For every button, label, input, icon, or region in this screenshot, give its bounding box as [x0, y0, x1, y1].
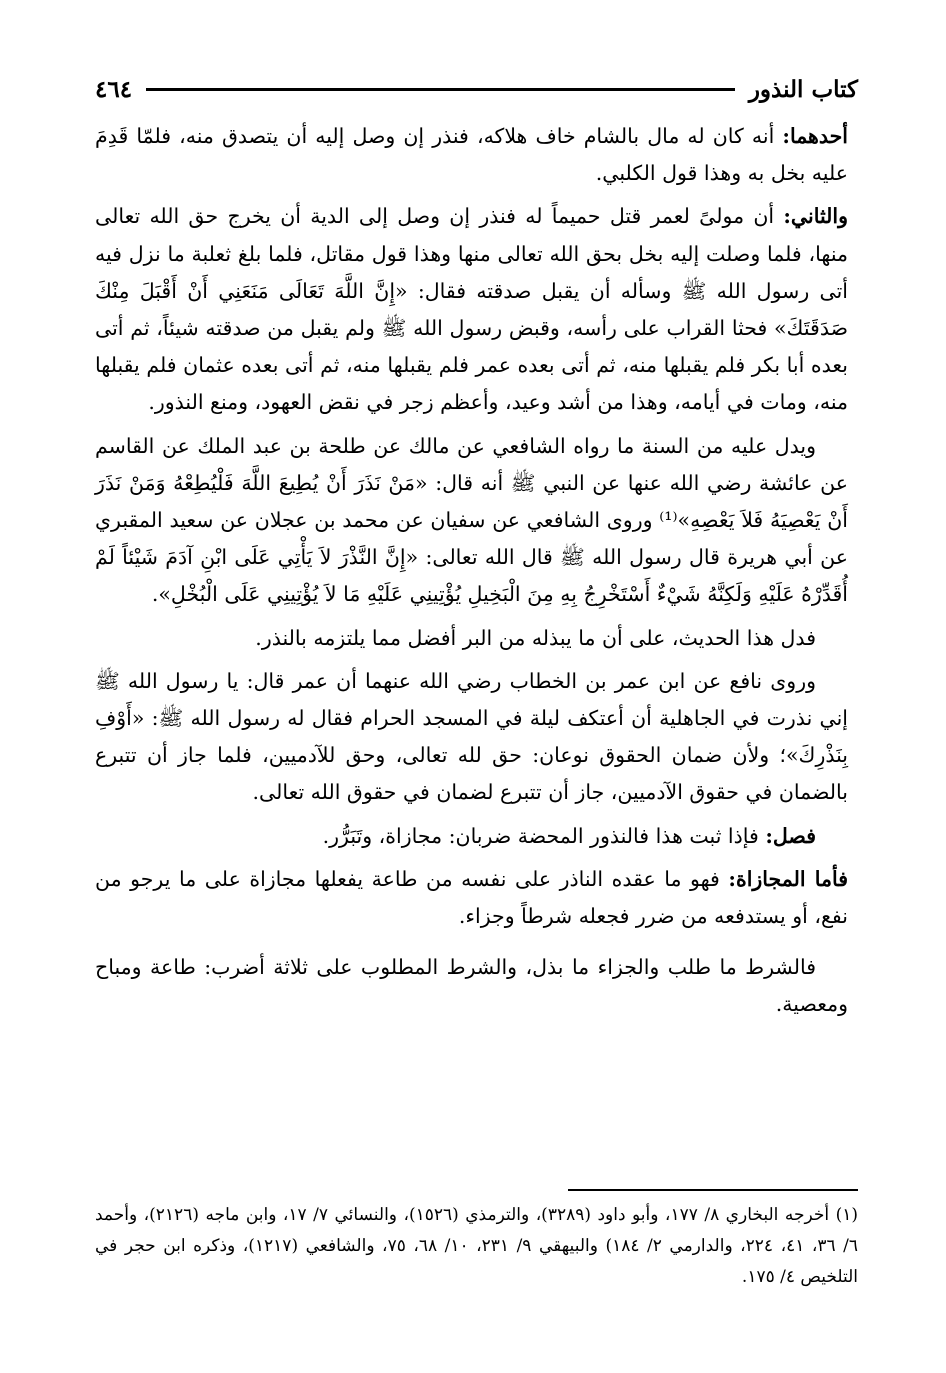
page-number: ٤٦٤	[95, 75, 133, 103]
paragraph-text: أنه كان له مال بالشام خاف هلاكه، فنذر إن وصل إليه أن يتصدق منه، فلمّا قَدِمَ عليه بخل به وهذا قول الكلبي.	[95, 124, 848, 186]
footnote: (١) أخرجه البخاري ٨/ ١٧٧، وأبو داود (٣٢٨٩)، والترمذي (١٥٢٦)، والنسائي ٧/ ١٧، وابن ماجه (٢١٢٦)، وأحمد ٦/ ٣٦، ٤١، ٢٢٤، والدارمي ٢/ ١٨٤) والبيهقي ٩/ ٢٣١، ١٠/ ٦٨، ٧٥، والشافعي (١٢١٧)، وذكره ابن حجر في التلخيص ٤/ ١٧٥.	[95, 1205, 859, 1287]
paragraph-text: فإذا ثبت هذا فالنذور المحضة ضربان: مجازاة، وتَبَرُّر.	[322, 823, 766, 848]
paragraph	[95, 861, 848, 935]
paragraph	[95, 663, 848, 812]
paragraph-text: فالشرط ما طلب والجزاء ما بذل، والشرط المطلوب على ثلاثة أضرب: طاعة ومباح ومعصية.	[95, 955, 848, 1017]
paragraph-lead: أحدهما:	[782, 124, 848, 148]
paragraph-lead: والثاني:	[783, 204, 848, 229]
running-header	[95, 72, 858, 106]
paragraph	[95, 620, 848, 657]
paragraph-lead: فأما المجازاة:	[728, 866, 848, 891]
paragraph-text: وروى نافع عن ابن عمر بن الخطاب رضي الله عنهما أن عمر قال: يا رسول الله ﷺ إني نذرت في الجاهلية أن أعتكف ليلة في المسجد الحرام فقال له رسول الله ﷺ: «أَوْفِ بِنَذْرِكَ»؛ ولأن ضمان الحقوق نوعان: حق لله تعالى، وحق للآدميين، فلما جاز أن تتبرع بالضمان في حقوق الآدميين، جاز أن تتبرع لضمان في حقوق الله تعالى.	[95, 668, 848, 805]
paragraph	[95, 949, 848, 1023]
header-rule	[146, 88, 735, 91]
paragraph	[95, 428, 848, 614]
paragraph	[95, 118, 848, 192]
book-title: كتاب النذور	[748, 75, 858, 103]
paragraph-text: أن مولىً لعمر قتل حميماً له فنذر إن وصل إلى الدية أن يخرج حق الله تعالى منها، فلما وصلت إليه بخل بحق الله تعالى منها وهذا قول مقاتل، فلما بلغ ثعلبة ما نزل فيه أتى رسول الله ﷺ وسأله أن يقبل صدقته فقال: «إِنَّ اللَّهَ تَعَالَى مَنَعَنِي أَنْ أَقْبَلَ مِنْكَ صَدَقَتَكَ» فحثا القراب على رأسه، وقبض رسول الله ﷺ ولم يقبل من صدقته شيئاً، ثم أتى بعده أبا بكر فلم يقبلها منه، ثم أتى بعده عمر فلم يقبلها منه، ثم أتى بعده عثمان فلم يقبلها منه، ومات في أيامه، وهذا من أشد وعيد، وأعظم زجر في نقض العهود، ومنع النذور.	[95, 204, 848, 415]
footnote-separator	[568, 1189, 858, 1191]
main-text	[95, 118, 848, 1030]
paragraph-lead: فصل:	[765, 823, 816, 848]
paragraph-text: فدل هذا الحديث، على أن ما يبذله من البر أفضل مما يلتزمه بالنذر.	[255, 625, 816, 650]
section-heading-paragraph	[95, 818, 848, 855]
paragraph	[95, 198, 848, 421]
paragraph-text: فهو ما عقده الناذر على نفسه من طاعة يفعلها مجازاة على ما يرجو من نفع، أو يستدفعه من ضرر فجعله شرطاً وجزاء.	[95, 866, 848, 929]
footnotes	[95, 1200, 858, 1293]
paragraph-text: ويدل عليه من السنة ما رواه الشافعي عن مالك عن طلحة بن عبد الملك عن القاسم عن عائشة رضي الله عنها عن النبي ﷺ أنه قال: «مَنْ نَذَرَ أَنْ يُطِيعَ اللَّهَ فَلْيُطِعْهُ وَمَنْ نَذَرَ أَنْ يَعْصِيَهُ فَلاَ يَعْصِهِ»⁽¹⁾ وروى الشافعي عن سفيان عن محمد بن عجلان عن سعيد المقبري عن أبي هريرة قال رسول الله ﷺ قال الله تعالى: «إِنَّ النَّذْرَ لاَ يَأْتِي عَلَى ابْنِ آدَمَ شَيْئاً لَمْ أُقَدِّرْهُ عَلَيْهِ وَلَكِنَّهُ شَيْءٌ أَسْتَخْرِجُ بِهِ مِنَ الْبَخِيلِ يُؤْتِينِي عَلَيْهِ مَا لاَ يُؤْتِينِي عَلَى الْبُخْلِ».	[95, 433, 848, 607]
